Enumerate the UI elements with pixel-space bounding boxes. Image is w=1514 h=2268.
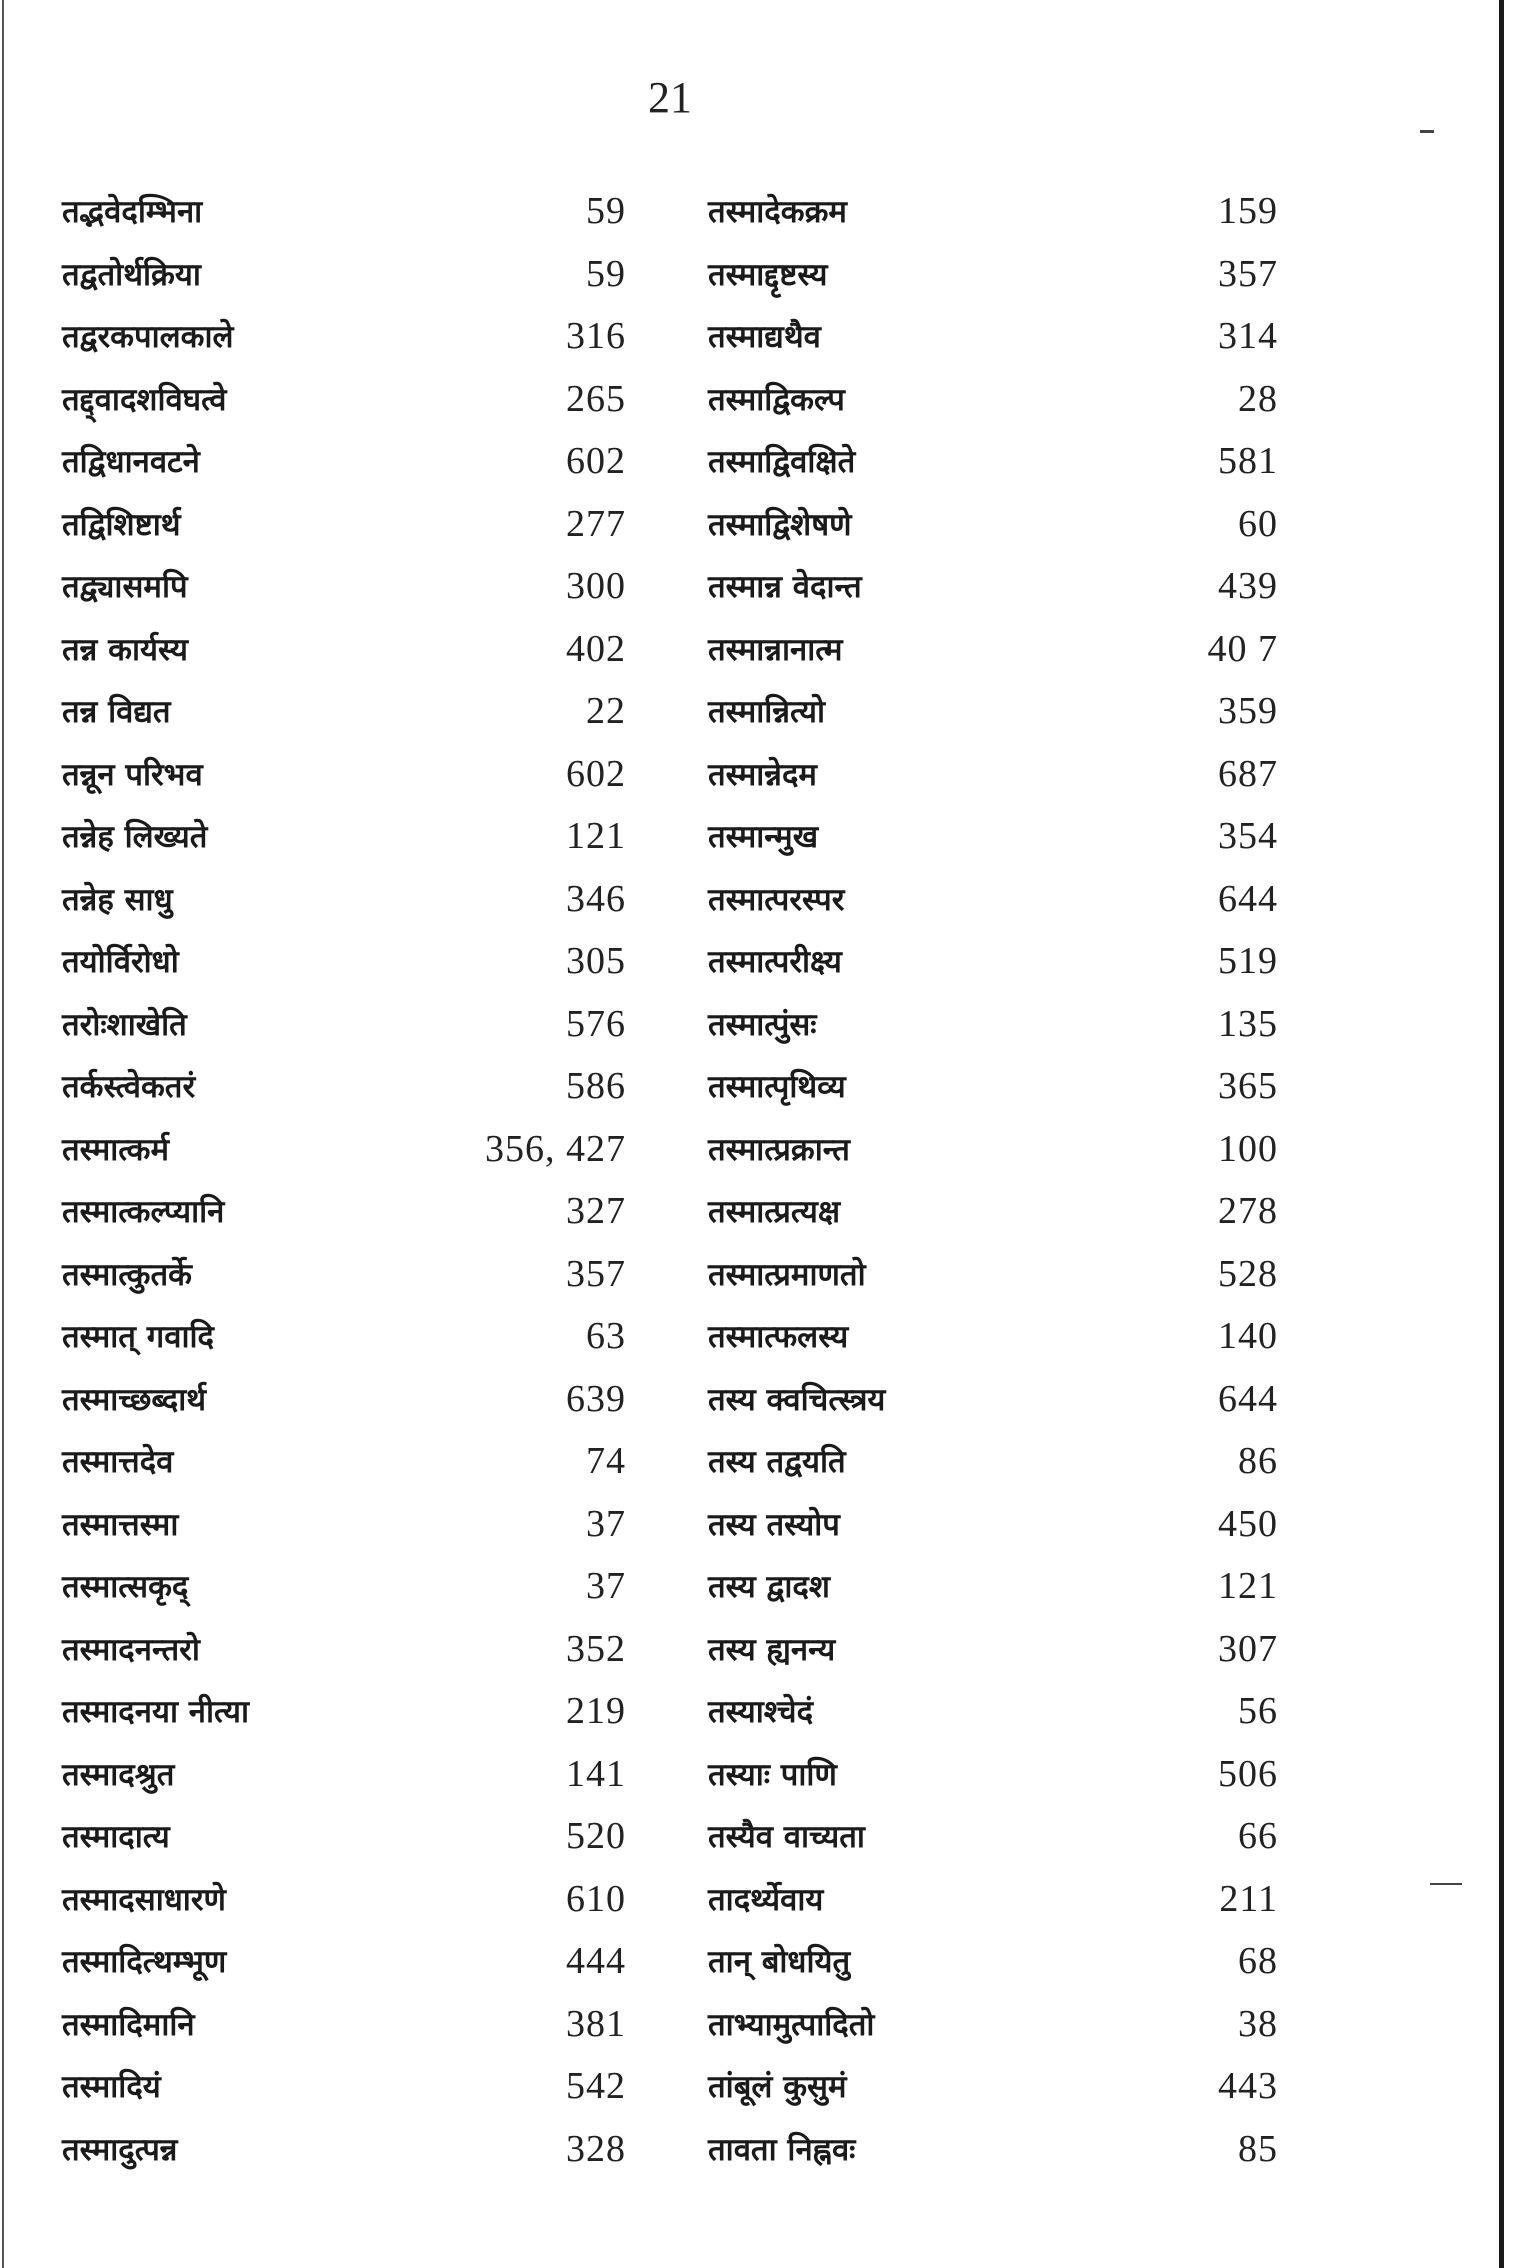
index-term: तस्मादुत्पन्न xyxy=(62,2131,178,2168)
index-entry xyxy=(62,1493,632,1556)
index-page-ref: 519 xyxy=(1218,940,1278,983)
index-entry xyxy=(62,1805,632,1868)
index-term: तस्माद्विशेषणे xyxy=(708,506,852,543)
index-term: तस्माद्यथैव xyxy=(708,319,821,356)
index-term: तस्मात् गवादि xyxy=(62,1319,214,1356)
index-page-ref: 576 xyxy=(566,1002,626,1045)
index-entry xyxy=(62,1055,632,1118)
index-term: तर्कस्त्वेकतरं xyxy=(62,1069,196,1106)
index-entry xyxy=(62,1118,632,1181)
index-page-ref: 265 xyxy=(566,377,626,420)
index-page-ref: 346 xyxy=(566,877,626,920)
index-term: तस्माद्दृष्टस्य xyxy=(708,256,828,293)
index-page-ref: 38 xyxy=(1238,2002,1278,2045)
index-entry xyxy=(708,2118,1278,2181)
index-term: तद्वतोर्थक्रिया xyxy=(62,256,201,293)
index-term: तन्नेह साधु xyxy=(62,881,173,918)
index-entry xyxy=(708,368,1278,431)
index-page-ref: 85 xyxy=(1238,2127,1278,2170)
index-page-ref: 365 xyxy=(1218,1065,1278,1108)
index-page-ref: 56 xyxy=(1238,1690,1278,1733)
scan-mark xyxy=(1420,130,1434,133)
index-entry xyxy=(708,1930,1278,1993)
index-entry xyxy=(62,555,632,618)
index-page-ref: 602 xyxy=(566,752,626,795)
index-entry xyxy=(62,1618,632,1681)
index-page-ref: 316 xyxy=(566,315,626,358)
index-page-ref: 37 xyxy=(586,1502,626,1545)
index-entry xyxy=(62,1368,632,1431)
index-page-ref: 520 xyxy=(566,1815,626,1858)
index-term: तस्मात्प्रत्यक्ष xyxy=(708,1194,841,1231)
index-page-ref: 37 xyxy=(586,1565,626,1608)
index-term: तस्य तस्योप xyxy=(708,1506,840,1543)
index-page-ref: 357 xyxy=(566,1252,626,1295)
index-page-ref: 59 xyxy=(586,190,626,233)
page-left-edge xyxy=(2,0,4,2268)
index-entry xyxy=(62,493,632,556)
index-page-ref: 135 xyxy=(1218,1002,1278,1045)
index-page-ref: 100 xyxy=(1218,1127,1278,1170)
index-page-ref: 307 xyxy=(1218,1627,1278,1670)
index-page-ref: 439 xyxy=(1218,565,1278,608)
index-page-ref: 74 xyxy=(586,1440,626,1483)
index-entry xyxy=(62,618,632,681)
page-right-edge xyxy=(1499,0,1504,2268)
index-term: तस्यैव वाच्यता xyxy=(708,1819,865,1856)
index-page-ref: 402 xyxy=(566,627,626,670)
index-entry xyxy=(62,1680,632,1743)
index-page-ref: 506 xyxy=(1218,1752,1278,1795)
index-term: तस्मादसाधारणे xyxy=(62,1881,226,1918)
index-term: तद्विधानवटने xyxy=(62,444,200,481)
index-page-ref: 60 xyxy=(1238,502,1278,545)
index-entry xyxy=(708,1055,1278,1118)
index-page-ref: 141 xyxy=(566,1752,626,1795)
index-entry xyxy=(708,743,1278,806)
index-term: तस्य तद्वयति xyxy=(708,1444,846,1481)
index-entry xyxy=(62,1743,632,1806)
index-entry xyxy=(62,680,632,743)
index-term: तस्मादनन्तरो xyxy=(62,1631,200,1668)
index-term: तस्मादित्थम्भूण xyxy=(62,1944,227,1981)
index-entry xyxy=(708,2055,1278,2118)
index-term: तस्मान्नानात्म xyxy=(708,631,843,668)
index-entry xyxy=(708,1618,1278,1681)
index-page-ref: 586 xyxy=(566,1065,626,1108)
index-term: तस्मान्नित्यो xyxy=(708,694,825,731)
index-term: तद्भवेदम्भिना xyxy=(62,194,203,231)
index-term: तस्मादात्य xyxy=(62,1819,170,1856)
page-number: 21 xyxy=(648,73,692,122)
index-page-ref: 159 xyxy=(1218,190,1278,233)
index-term: तस्मात्कुतर्के xyxy=(62,1256,192,1293)
index-entry xyxy=(708,1430,1278,1493)
index-page-ref: 121 xyxy=(1218,1565,1278,1608)
index-term: तन्नेह लिख्यते xyxy=(62,819,208,856)
index-page-ref: 300 xyxy=(566,565,626,608)
index-entry xyxy=(62,243,632,306)
index-entry xyxy=(62,2055,632,2118)
index-entry xyxy=(708,1493,1278,1556)
index-page-ref: 59 xyxy=(586,252,626,295)
index-page-ref: 327 xyxy=(566,1190,626,1233)
index-term: तस्मात्तदेव xyxy=(62,1444,174,1481)
index-entry xyxy=(62,1430,632,1493)
index-page-ref: 278 xyxy=(1218,1190,1278,1233)
index-term: तस्मादश्रुत xyxy=(62,1756,175,1793)
index-term: तस्मात्तस्मा xyxy=(62,1506,179,1543)
index-entry xyxy=(62,1243,632,1306)
index-page-ref: 359 xyxy=(1218,690,1278,733)
index-term: तन्न विद्यत xyxy=(62,694,171,731)
index-page-ref: 542 xyxy=(566,2065,626,2108)
index-page-ref: 277 xyxy=(566,502,626,545)
index-page-ref: 68 xyxy=(1238,1940,1278,1983)
index-entry xyxy=(708,305,1278,368)
index-term: तस्मादियं xyxy=(62,2069,161,2106)
index-entry xyxy=(708,930,1278,993)
index-entry xyxy=(708,493,1278,556)
index-term: तन्न कार्यस्य xyxy=(62,631,188,668)
index-page-ref: 644 xyxy=(1218,877,1278,920)
index-term: तद्वरकपालकाले xyxy=(62,319,234,356)
index-term: तरोःशाखेति xyxy=(62,1006,187,1043)
index-page-ref: 40 7 xyxy=(1207,627,1278,670)
index-page-ref: 28 xyxy=(1238,377,1278,420)
index-entry xyxy=(62,1555,632,1618)
index-entry xyxy=(62,1180,632,1243)
index-term: तस्याः पाणि xyxy=(708,1756,837,1793)
index-entry xyxy=(62,1868,632,1931)
index-entry xyxy=(708,1680,1278,1743)
index-entry xyxy=(708,1118,1278,1181)
index-term: तस्मात्पुंसः xyxy=(708,1006,817,1043)
index-term: तस्मात्प्रक्रान्त xyxy=(708,1131,850,1168)
index-page-ref: 528 xyxy=(1218,1252,1278,1295)
index-entry xyxy=(708,1805,1278,1868)
index-term: तावता निह्नवः xyxy=(708,2131,856,2168)
index-term: तस्मान्न वेदान्त xyxy=(708,569,862,606)
index-term: तादर्थ्येवाय xyxy=(708,1881,824,1918)
index-entry xyxy=(62,1930,632,1993)
scan-mark xyxy=(1430,1883,1462,1885)
index-entry xyxy=(708,1368,1278,1431)
index-page-ref: 444 xyxy=(566,1940,626,1983)
index-page-ref: 644 xyxy=(1218,1377,1278,1420)
index-page-ref: 211 xyxy=(1219,1877,1278,1920)
index-term: तस्मात्कर्म xyxy=(62,1131,170,1168)
index-entry xyxy=(62,1993,632,2056)
index-entry xyxy=(62,805,632,868)
index-page-ref: 86 xyxy=(1238,1440,1278,1483)
index-term: तस्मात्प्रमाणतो xyxy=(708,1256,866,1293)
index-entry xyxy=(708,1555,1278,1618)
index-term: तांबूलं कुसुमं xyxy=(708,2069,847,2106)
index-term: तस्य क्वचित्स्त्रय xyxy=(708,1381,886,1418)
index-term: ताभ्यामुत्पादितो xyxy=(708,2006,875,2043)
index-column-left xyxy=(62,180,632,2180)
index-term: तस्य ह्यनन्य xyxy=(708,1631,836,1668)
index-entry xyxy=(708,868,1278,931)
index-term: तस्माच्छब्दार्थ xyxy=(62,1381,207,1418)
index-entry xyxy=(62,430,632,493)
index-term: तद्व्यासमपि xyxy=(62,569,188,606)
index-term: तस्मात्कल्प्यानि xyxy=(62,1194,225,1231)
index-term: तस्मात्सकृद् xyxy=(62,1569,189,1606)
index-page-ref: 121 xyxy=(566,815,626,858)
index-page-ref: 357 xyxy=(1218,252,1278,295)
index-entry xyxy=(62,743,632,806)
index-page-ref: 354 xyxy=(1218,815,1278,858)
index-entry xyxy=(708,1993,1278,2056)
index-page-ref: 140 xyxy=(1218,1315,1278,1358)
index-page-ref: 602 xyxy=(566,440,626,483)
index-page-ref: 381 xyxy=(566,2002,626,2045)
index-page-ref: 639 xyxy=(566,1377,626,1420)
index-entry xyxy=(708,1868,1278,1931)
index-term: तस्मात्परस्पर xyxy=(708,881,845,918)
index-entry xyxy=(62,180,632,243)
index-term: तस्माद्विकल्प xyxy=(708,381,845,418)
index-term: तद्विशिष्टार्थ xyxy=(62,506,181,543)
index-page-ref: 22 xyxy=(586,690,626,733)
index-page-ref: 581 xyxy=(1218,440,1278,483)
index-entry xyxy=(708,1243,1278,1306)
index-page-ref: 328 xyxy=(566,2127,626,2170)
index-entry xyxy=(62,993,632,1056)
index-term: तन्नून परिभव xyxy=(62,756,203,793)
index-term: तस्मात्पृथिव्य xyxy=(708,1069,846,1106)
index-term: तस्मान्मुख xyxy=(708,819,819,856)
index-page-ref: 450 xyxy=(1218,1502,1278,1545)
index-entry xyxy=(62,305,632,368)
index-entry xyxy=(708,180,1278,243)
index-entry xyxy=(62,2118,632,2181)
index-entry xyxy=(708,430,1278,493)
index-entry xyxy=(708,805,1278,868)
index-page-ref: 314 xyxy=(1218,315,1278,358)
index-term: तान् बोधयितु xyxy=(708,1944,851,1981)
index-entry xyxy=(708,1743,1278,1806)
index-entry xyxy=(708,618,1278,681)
index-entry xyxy=(708,993,1278,1056)
index-page-ref: 66 xyxy=(1238,1815,1278,1858)
index-entry xyxy=(708,555,1278,618)
index-page-ref: 219 xyxy=(566,1690,626,1733)
index-entry xyxy=(62,868,632,931)
index-page-ref: 352 xyxy=(566,1627,626,1670)
index-entry xyxy=(708,243,1278,306)
index-column-right xyxy=(708,180,1278,2180)
index-entry xyxy=(708,1180,1278,1243)
index-term: तद्द्वादशविघत्वे xyxy=(62,381,227,418)
index-page-ref: 63 xyxy=(586,1315,626,1358)
index-entry xyxy=(62,930,632,993)
index-term: तस्य द्वादश xyxy=(708,1569,830,1606)
index-term: तस्मादेकक्रम xyxy=(708,194,847,231)
index-term: तस्याश्चेदं xyxy=(708,1694,814,1731)
index-entry xyxy=(708,680,1278,743)
index-page-ref: 610 xyxy=(566,1877,626,1920)
index-term: तस्मात्परीक्ष्य xyxy=(708,944,842,981)
index-entry xyxy=(62,368,632,431)
index-term: तस्मान्नेदम xyxy=(708,756,817,793)
index-term: तस्मादिमानि xyxy=(62,2006,195,2043)
index-term: तस्माद्विवक्षिते xyxy=(708,444,856,481)
index-term: तयोर्विरोधो xyxy=(62,944,179,981)
index-page-ref: 305 xyxy=(566,940,626,983)
index-page-ref: 443 xyxy=(1218,2065,1278,2108)
index-page-ref: 687 xyxy=(1218,752,1278,795)
index-entry xyxy=(708,1305,1278,1368)
index-term: तस्मात्फलस्य xyxy=(708,1319,849,1356)
index-entry xyxy=(62,1305,632,1368)
index-term: तस्मादनया नीत्या xyxy=(62,1694,249,1731)
index-page-ref: 356, 427 xyxy=(485,1127,626,1170)
